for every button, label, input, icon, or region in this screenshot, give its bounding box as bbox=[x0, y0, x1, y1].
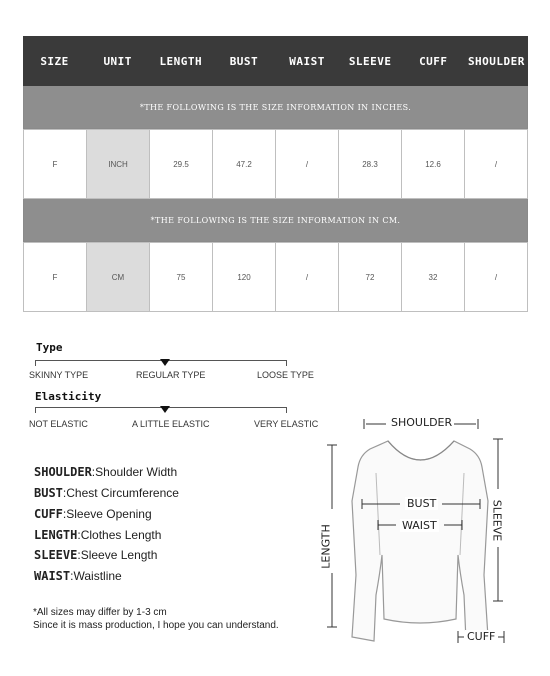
legend-value: Shoulder Width bbox=[95, 465, 178, 479]
header-sleeve: SLEEVE bbox=[348, 54, 392, 68]
cell-waist: / bbox=[276, 242, 339, 312]
cell-size: F bbox=[23, 129, 87, 199]
elasticity-tick-left bbox=[35, 407, 36, 413]
legend-value: Clothes Length bbox=[80, 528, 162, 542]
type-label-loose: LOOSE TYPE bbox=[257, 370, 314, 380]
table-row bbox=[23, 129, 528, 199]
cell-shoulder: / bbox=[465, 129, 528, 199]
header-waist: WAIST bbox=[289, 54, 325, 68]
legend-key: SLEEVE bbox=[34, 548, 78, 562]
diagram-sleeve-label: SLEEVE bbox=[490, 499, 504, 542]
type-tick-left bbox=[35, 360, 36, 366]
legend-item-shoulder: SHOULDER:Shoulder Width bbox=[34, 465, 178, 479]
type-title: Type bbox=[36, 341, 63, 354]
diagram-shoulder-label: SHOULDER bbox=[391, 416, 453, 429]
legend-item-waist: WAIST:Waistline bbox=[34, 569, 122, 583]
header-size: SIZE bbox=[40, 54, 69, 68]
type-label-regular: REGULAR TYPE bbox=[136, 370, 206, 380]
elasticity-selected-marker bbox=[160, 406, 170, 413]
type-label-skinny: SKINNY TYPE bbox=[29, 370, 89, 380]
diagram-cuff-label: CUFF bbox=[467, 630, 496, 643]
elasticity-label-little: A LITTLE ELASTIC bbox=[132, 419, 210, 429]
table-row bbox=[23, 242, 528, 312]
legend-key: LENGTH bbox=[34, 528, 78, 542]
legend-item-cuff: CUFF:Sleeve Opening bbox=[34, 507, 152, 521]
cell-cuff: 12.6 bbox=[402, 129, 465, 199]
legend-item-bust: BUST:Chest Circumference bbox=[34, 486, 179, 500]
cell-bust: 47.2 bbox=[213, 129, 276, 199]
size-table bbox=[23, 36, 528, 312]
elasticity-label-very: VERY ELASTIC bbox=[254, 419, 319, 429]
diagram-bust-label: BUST bbox=[407, 497, 437, 510]
elasticity-tick-right bbox=[286, 407, 287, 413]
inches-note: *THE FOLLOWING IS THE SIZE INFORMATION IN INCHES. bbox=[23, 86, 528, 129]
cell-size: F bbox=[23, 242, 87, 312]
elasticity-label-not: NOT ELASTIC bbox=[29, 419, 88, 429]
cell-waist: / bbox=[276, 129, 339, 199]
header-length: LENGTH bbox=[159, 54, 203, 68]
legend-key: SHOULDER bbox=[34, 465, 92, 479]
header-unit: UNIT bbox=[103, 54, 132, 68]
legend-key: WAIST bbox=[34, 569, 71, 583]
cell-bust: 120 bbox=[213, 242, 276, 312]
diagram-length-label: LENGTH bbox=[319, 524, 333, 569]
cell-length: 75 bbox=[150, 242, 213, 312]
diagram-waist-label: WAIST bbox=[402, 519, 437, 532]
cell-unit: CM bbox=[87, 242, 150, 312]
cell-unit: INCH bbox=[87, 129, 150, 199]
legend-key: BUST bbox=[34, 486, 63, 500]
elasticity-title: Elasticity bbox=[35, 390, 102, 403]
header-cuff: CUFF bbox=[419, 54, 448, 68]
header-shoulder: SHOULDER bbox=[467, 54, 525, 68]
cm-note: *THE FOLLOWING IS THE SIZE INFORMATION IN CM. bbox=[23, 199, 528, 242]
cell-cuff: 32 bbox=[402, 242, 465, 312]
cell-sleeve: 28.3 bbox=[339, 129, 402, 199]
table-header-row bbox=[23, 36, 528, 86]
footnote-line1: *All sizes may differ by 1-3 cm bbox=[33, 607, 167, 618]
legend-item-length: LENGTH:Clothes Length bbox=[34, 528, 162, 542]
header-bust: BUST bbox=[229, 54, 259, 68]
footnote-line2: Since it is mass production, I hope you can understand. bbox=[33, 620, 279, 631]
cell-sleeve: 72 bbox=[339, 242, 402, 312]
cell-length: 29.5 bbox=[150, 129, 213, 199]
legend-key: CUFF bbox=[34, 507, 63, 521]
legend-value: Sleeve Opening bbox=[66, 507, 152, 521]
type-selected-marker bbox=[160, 359, 170, 366]
type-tick-right bbox=[286, 360, 287, 366]
legend-item-sleeve: SLEEVE:Sleeve Length bbox=[34, 548, 158, 562]
legend-value: Chest Circumference bbox=[66, 486, 179, 500]
cell-shoulder: / bbox=[465, 242, 528, 312]
legend-value: Sleeve Length bbox=[80, 548, 158, 562]
legend-value: Waistline bbox=[73, 569, 122, 583]
